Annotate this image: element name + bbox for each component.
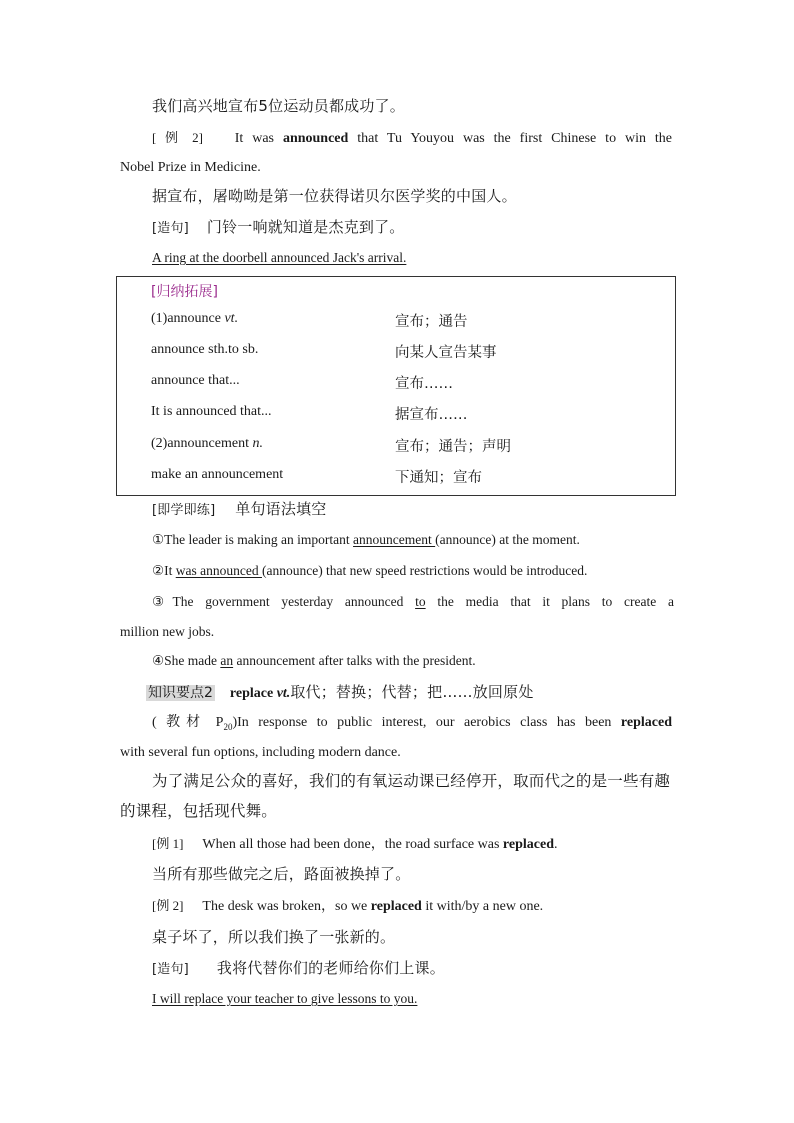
exercise-4 [152,651,476,671]
sentence-making [152,217,405,239]
summary-row-zh: 宣布；通告 [395,314,468,330]
sentence-making-prompt: 我将代替你们的老师给你们上课。 [216,959,445,977]
exercise-text: ①The leader is making an important [152,532,354,547]
summary-row-zh: 向某人宣告某事 [395,345,497,361]
exercise-text: ②It [152,563,176,578]
replace-example-1 [152,834,558,855]
summary-term: (1)announce [151,311,225,326]
summary-term: It is announced that... [151,404,272,419]
exercise-answer: announcement [353,532,436,547]
replace-example-2-translation: 桌子坏了，所以我们换了一张新的。 [152,928,396,946]
summary-title: [归纳拓展] [151,284,218,300]
example-text: that Tu Youyou was the first Chinese to win the [357,131,673,146]
replace-example-2 [152,896,543,917]
sentence-making [152,958,445,980]
exercise-text: ③The government yesterday announced [152,594,416,609]
example-2-translation: 据宣布，屠呦呦是第一位获得诺贝尔医学奖的中国人。 [152,187,517,205]
practice-header [152,499,326,521]
sentence-making-label: [造句] [152,962,189,977]
exercise-text: ④She made [152,653,221,668]
textbook-line [152,713,672,737]
sentence-zh: 我们高兴地宣布5位运动员都成功了。 [152,97,405,115]
summary-row-en [151,342,258,358]
exercise-1 [152,530,580,550]
keyword: announced [282,131,349,146]
meaning: 取代；替换；代替；把……放回原处 [290,683,534,701]
example-text: . [554,837,558,852]
textbook-label-text: ( 教材 P [152,715,224,730]
exercise-text: (announce) that new speed restrictions would be introduced. [261,563,588,578]
example-text: It was [234,131,275,146]
sentence-making-answer: I will replace your teacher to give lessons to you. [152,991,418,1006]
summary-row-en [151,404,272,420]
exercise-answer: to [415,594,426,609]
sentence-making-label: [造句] [152,221,189,236]
example-2-cont: Nobel Prize in Medicine. [120,160,261,175]
textbook-label-text: ) [232,715,238,730]
example-label: [例 1] [152,836,184,851]
summary-pos: vt. [224,311,239,326]
summary-box [116,276,676,496]
summary-term: announce that... [151,373,240,388]
textbook-cont: with several fun options, including modern dance. [120,745,401,760]
summary-row-en [151,467,283,483]
summary-row-zh: 下通知；宣布 [395,470,482,486]
keyword: replace [229,686,274,701]
keyword: replaced [370,899,422,914]
summary-row-en [151,436,263,452]
example-text: The desk was broken，so we [202,899,371,914]
replace-example-1-translation: 当所有那些做完之后，路面被换掉了。 [152,865,411,883]
practice-title: 单句语法填空 [235,500,327,518]
exercise-3-cont: million new jobs. [120,624,215,639]
exercise-answer: was announced [175,563,262,578]
summary-row-zh: 宣布；通告；声明 [395,439,511,455]
keyword: replaced [502,837,554,852]
textbook-label [152,715,237,730]
summary-row-zh: 据宣布…… [395,407,468,423]
example-label: [ 例 2] [152,130,203,145]
sentence-making-prompt: 门铃一响就知道是杰克到了。 [206,218,405,236]
exercise-3 [152,592,674,612]
exercise-text: announcement after talks with the president. [233,653,476,668]
summary-row-en [151,311,238,327]
knowledge-point-2 [146,682,534,704]
knowledge-point-tag: 知识要点2 [148,685,213,701]
exercise-text: (announce) at the moment. [435,532,580,547]
practice-label: [即学即练] [152,503,216,518]
example-text: When all those had been done，the road surface was [202,837,503,852]
summary-term: (2)announcement [151,436,253,451]
example-label: [例 2] [152,898,184,913]
sentence-making-answer: A ring at the doorbell announced Jack's arrival. [152,250,407,265]
summary-term: make an announcement [151,467,284,482]
exercise-answer: an [220,653,234,668]
summary-pos: n. [252,436,263,451]
summary-row-zh: 宣布…… [395,376,453,392]
exercise-text: the media that it plans to create a [425,594,674,609]
summary-row-en [151,373,240,389]
example-text: it with/by a new one. [421,899,544,914]
exercise-2 [152,561,587,581]
part-of-speech: vt. [276,686,291,701]
keyword: replaced [620,715,672,730]
textbook-translation: 为了满足公众的喜好，我们的有氧运动课已经停开，取而代之的是一些有趣 [152,772,671,790]
textbook-text: In response to public interest, our aerobics class has been [237,715,621,730]
textbook-page: 20 [223,721,233,732]
example-2-line [152,128,672,149]
summary-term: announce sth.to sb. [151,342,259,357]
textbook-translation-cont: 的课程，包括现代舞。 [120,802,278,820]
